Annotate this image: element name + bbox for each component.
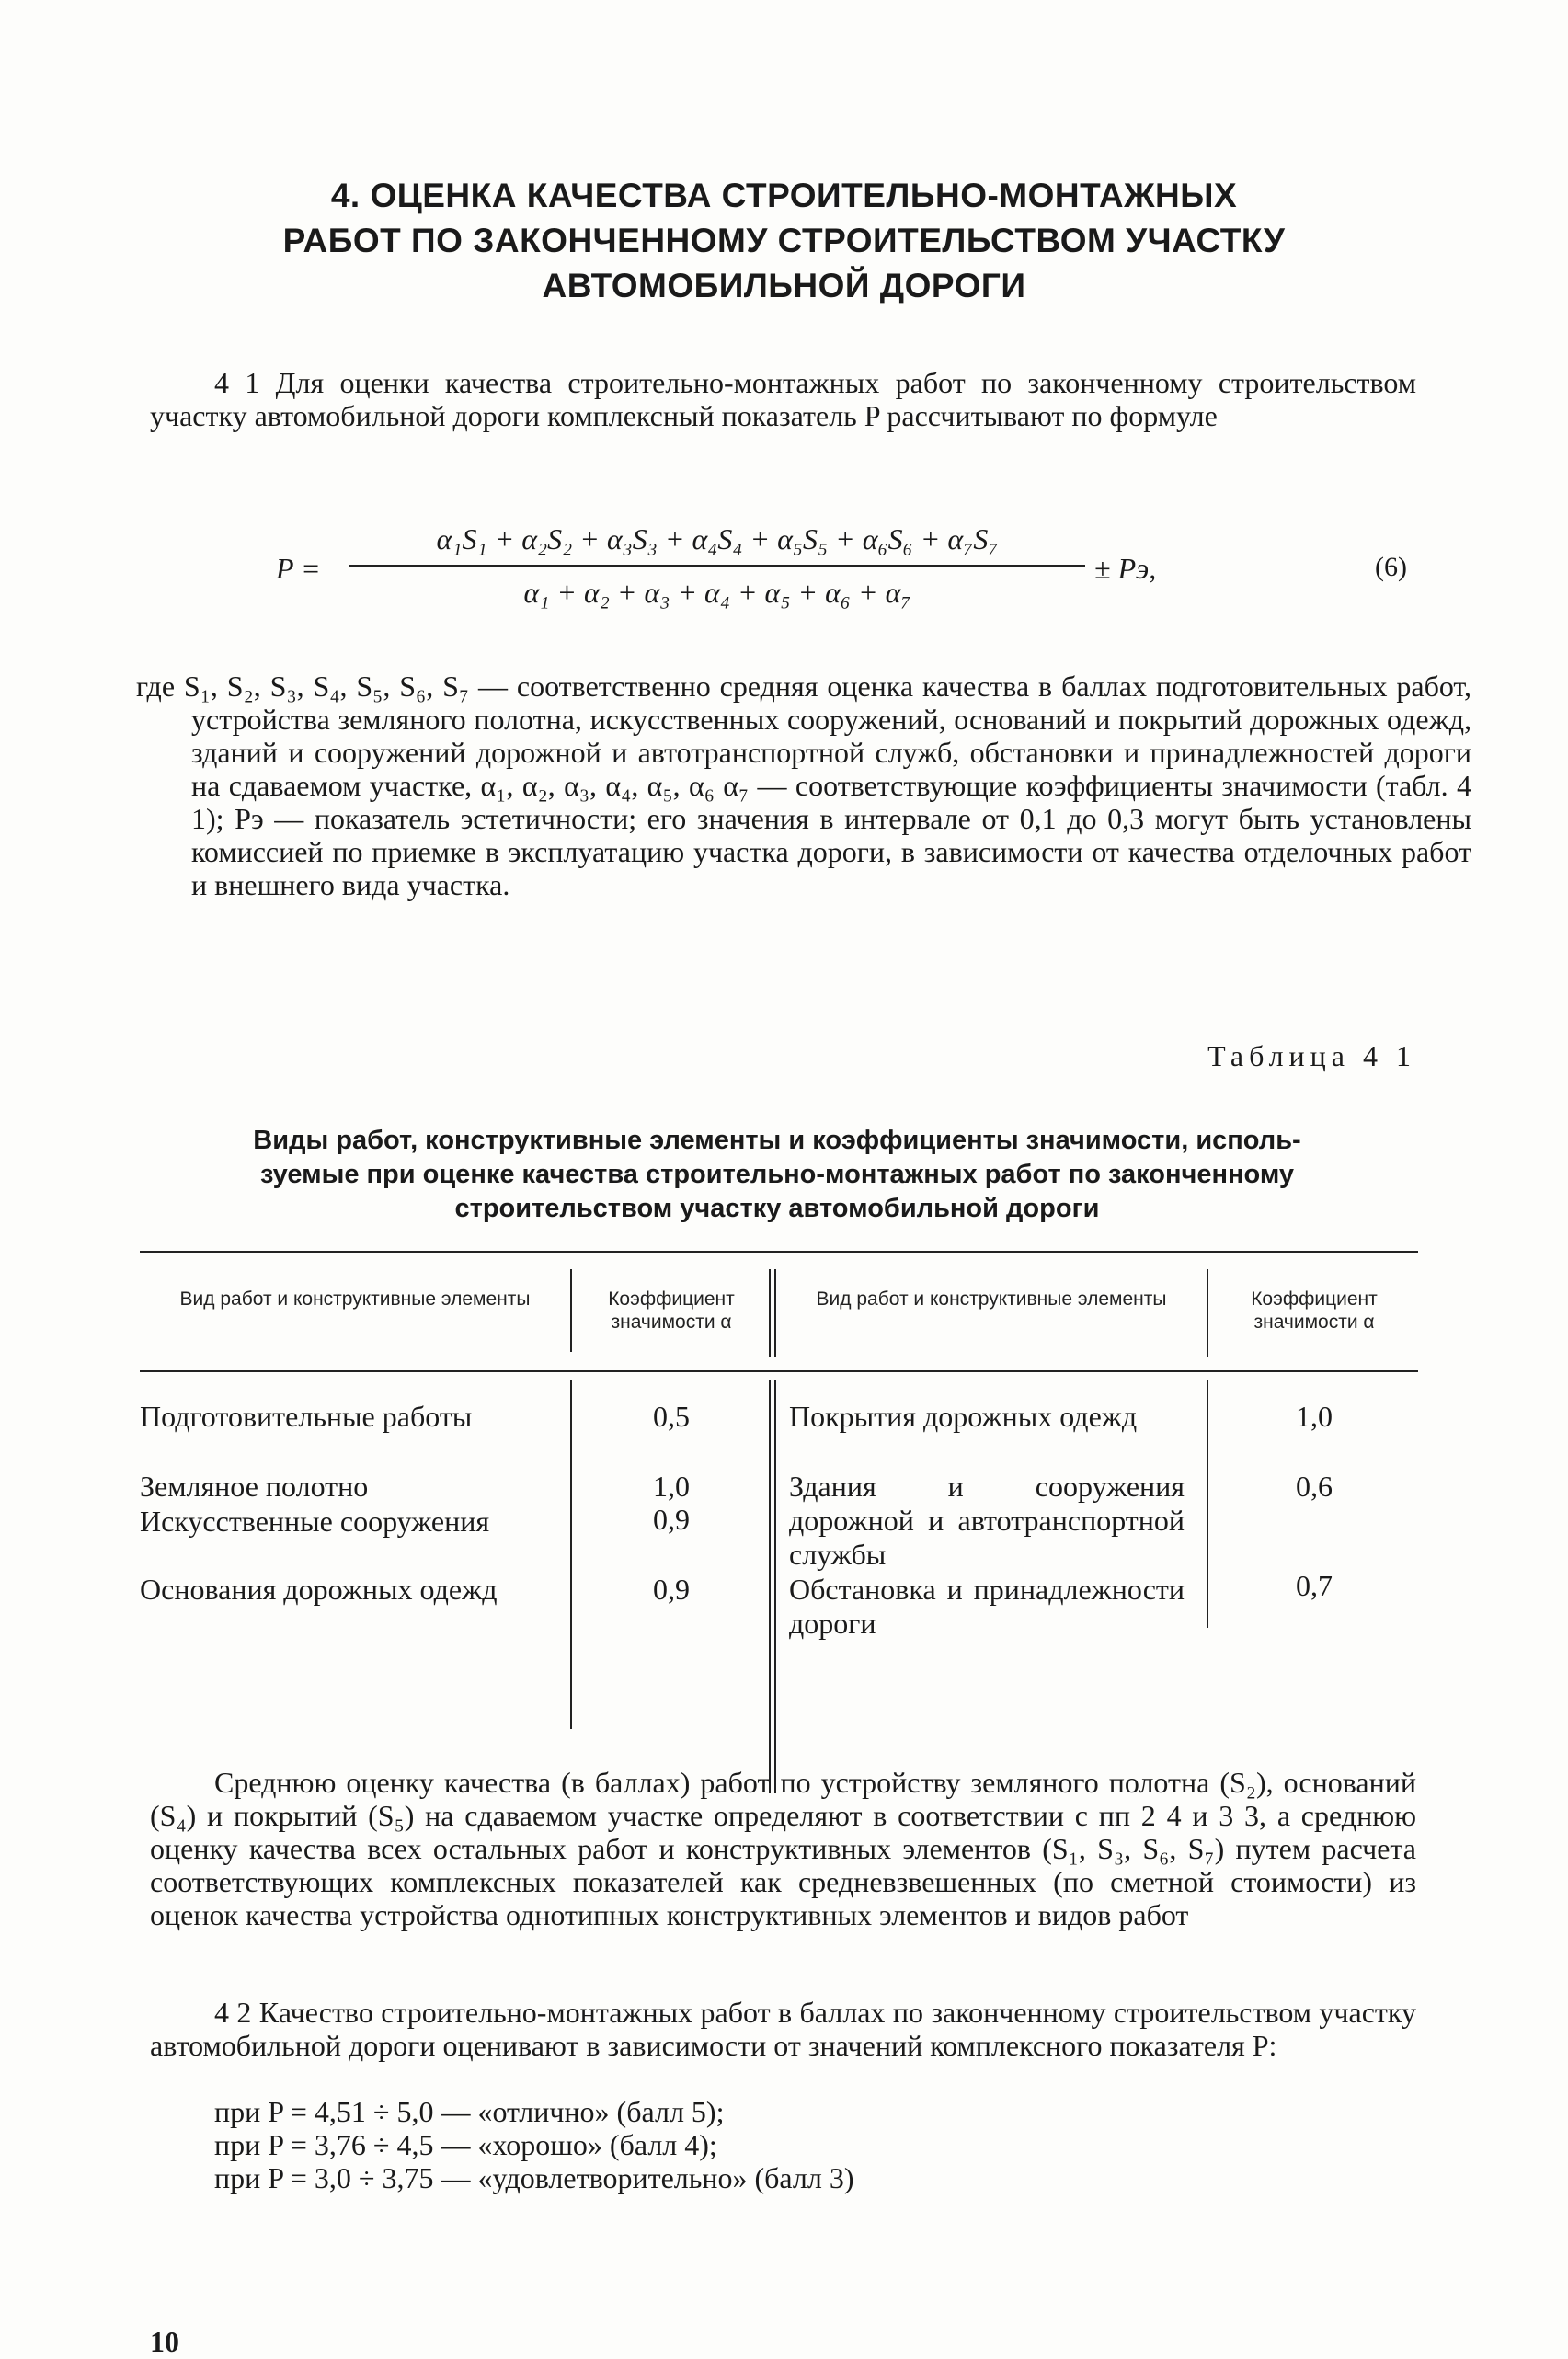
section-title-line-1: 4. ОЦЕНКА КАЧЕСТВА СТРОИТЕЛЬНО-МОНТАЖНЫХ [330, 177, 1238, 214]
right-row-label: Обстановка и принадлежности дороги [789, 1573, 1185, 1640]
grade-line: при P = 3,0 ÷ 3,75 — «удовлетворительно» (балл 3) [214, 2161, 854, 2194]
formula-fraction-bar [349, 565, 1085, 567]
header-coef-left: Коэффициент значимости α [608, 1288, 735, 1333]
right-row-label: Покрытия дорожных одежд [789, 1400, 1138, 1433]
table-vline [769, 1380, 771, 1793]
formula-lhs: P = [276, 552, 321, 585]
formula-6 [276, 522, 1471, 624]
table-vline [1207, 1380, 1208, 1628]
formula-denominator: α₁ + α₂ + α₃ + α₄ + α₅ + α₆ + α₇ [523, 576, 911, 609]
left-row-label: Земляное полотно [140, 1470, 369, 1503]
table-title-line-2: зуемые при оценке качества строительно-монтажных работ по законченному [259, 1160, 1295, 1189]
table-title [129, 1124, 1425, 1226]
formula-numerator: α₁S₁ + α₂S₂ + α₃S₃ + α₄S₄ + α₅S₅ + α₆S₆ + α₇S₇ [436, 522, 999, 555]
table-vline [1207, 1269, 1208, 1357]
table-top-rule [140, 1251, 1418, 1253]
table-title-line-3: строительством участку автомобильной дороги [454, 1194, 1100, 1223]
where-paragraph: где S₁, S₂, S₃, S₄, S₅, S₆, S₇ — соответственно средняя оценка качества в баллах подготовительных работ, устройства земляного полотна, искусственных сооружений, оснований и покрытий дорожных одежд, зданий и сооружений дорожной и автотранспортной служб, обстановки и принадлежностей дороги на сдаваемом участке, α₁, α₂, α₃, α₄, α₅, α₆ α₇ — соответствующие коэффициенты значимости (табл. 4 1); Pэ — показатель эстетичности; его значения в интервале от 0,1 до 0,3 могут быть установлены комиссией по приемке в эксплуатацию участка дороги, в зависимости от качества отделочных работ и внешнего вида участка. [136, 670, 1471, 901]
right-row-value: 1,0 [1296, 1400, 1333, 1433]
left-row-value: 0,5 [653, 1400, 690, 1433]
after-table-paragraph-2: 4 2 Качество строительно-монтажных работ в баллах по законченному строительством участку автомобильной дороги оценивают в зависимости от значений комплексного показателя P: [150, 1996, 1416, 2062]
left-row-label: Подготовительные работы [140, 1400, 473, 1433]
grade-line: при P = 4,51 ÷ 5,0 — «отлично» (балл 5); [214, 2095, 725, 2128]
table-vline [774, 1380, 776, 1793]
table-vline [570, 1269, 572, 1352]
intro-paragraph: 4 1 Для оценки качества строительно-монтажных работ по законченному строительством участку автомобильной дороги комплексный показатель P рассчитывают по формуле [150, 366, 1416, 432]
right-row-value: 0,6 [1296, 1470, 1333, 1503]
formula-tail: ± Pэ, [1094, 552, 1157, 585]
section-title-line-3: АВТОМОБИЛЬНОЙ ДОРОГИ [542, 267, 1026, 304]
left-row-value: 1,0 [653, 1470, 690, 1503]
table-vline [769, 1269, 771, 1357]
page-number: 10 [150, 2325, 179, 2358]
header-kind-left: Вид работ и конструктивные элементы [179, 1288, 531, 1310]
section-title [184, 173, 1384, 308]
table-header-rule [140, 1370, 1418, 1372]
grade-line: при P = 3,76 ÷ 4,5 — «хорошо» (балл 4); [214, 2128, 717, 2161]
section-title-line-2: РАБОТ ПО ЗАКОНЧЕННОМУ СТРОИТЕЛЬСТВОМ УЧАСТКУ [282, 222, 1286, 259]
header-coef-right: Коэффициент значимости α [1251, 1288, 1378, 1333]
table-vline [570, 1380, 572, 1729]
left-row-value: 0,9 [653, 1503, 690, 1536]
after-table-paragraph-1: Среднюю оценку качества (в баллах) работ по устройству земляного полотна (S₂), оснований (S₄) и покрытий (S₅) на сдаваемом участке определяют в соответствии с пп 2 4 и 3 3, а среднюю оценку качества всех остальных работ и конструктивных элементов (S₁, S₃, S₆, S₇) путем расчета соответствующих комплексных показателей как средневзвешенных (по сметной стоимости) из оценок качества устройства однотипных конструктивных элементов и видов работ [150, 1766, 1416, 1931]
left-row-label: Основания дорожных одежд [140, 1573, 498, 1606]
table-vline [774, 1269, 776, 1357]
formula-number: (6) [1375, 552, 1407, 582]
table-caption: Таблица 4 1 [1207, 1039, 1416, 1072]
right-row-label: Здания и сооружения дорожной и автотранспортной службы [789, 1470, 1185, 1571]
table-title-line-1: Виды работ, конструктивные элементы и коэффициенты значимости, исполь- [253, 1126, 1301, 1155]
right-row-value: 0,7 [1296, 1569, 1333, 1602]
left-row-label: Искусственные сооружения [140, 1505, 490, 1538]
left-row-value: 0,9 [653, 1573, 690, 1606]
header-kind-right: Вид работ и конструктивные элементы [816, 1288, 1167, 1310]
